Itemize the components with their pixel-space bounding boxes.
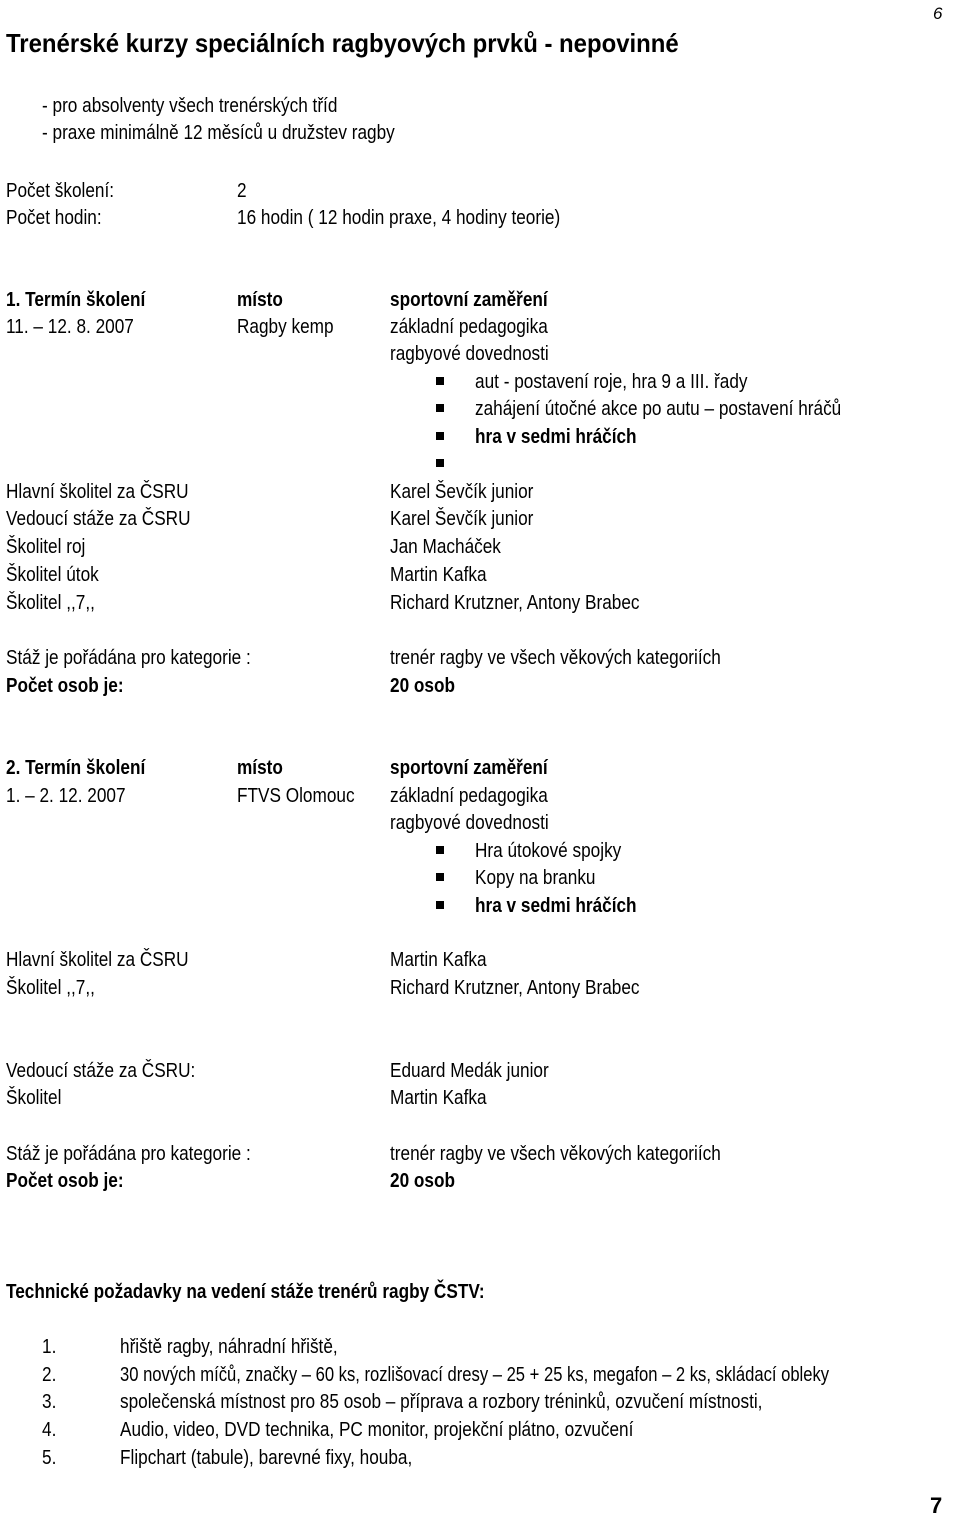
- staff-role: Školitel ,,7,,: [6, 592, 95, 614]
- persons-label: Počet osob je:: [6, 675, 124, 697]
- session1-bullet: zahájení útočné akce po autu – postavení hráčů: [475, 398, 842, 420]
- persons-value: 20 osob: [390, 675, 455, 697]
- page-title: Trenérské kurzy speciálních ragbyových prvků - nepovinné: [6, 28, 679, 58]
- technical-item-text: Audio, video, DVD technika, PC monitor, projekční plátno, ozvučení: [120, 1419, 634, 1441]
- session2-focus-2: ragbyové dovednosti: [390, 812, 549, 834]
- requirement-item: - praxe minimálně 12 měsíců u družstev ragby: [42, 122, 395, 144]
- staff-name: Karel Ševčík junior: [390, 508, 534, 530]
- session1-focus-header: sportovní zaměření: [390, 289, 548, 311]
- session1-bullet: aut - postavení roje, hra 9 a III. řady: [475, 371, 748, 393]
- session2-focus-header: sportovní zaměření: [390, 757, 548, 779]
- page-number-bottom: 7: [930, 1493, 943, 1518]
- session2-date: 1. – 2. 12. 2007: [6, 785, 126, 807]
- staff-name: Karel Ševčík junior: [390, 481, 534, 503]
- staff-role: Školitel roj: [6, 536, 86, 558]
- session2-term-header: 2. Termín školení: [6, 757, 146, 779]
- category-label: Stáž je pořádána pro kategorie :: [6, 1143, 251, 1165]
- staff-role: Vedoucí stáže za ČSRU: [6, 508, 191, 530]
- technical-item-number: 5.: [42, 1447, 57, 1469]
- staff-name: Martin Kafka: [390, 1087, 487, 1109]
- training-count-value: 2: [237, 180, 247, 202]
- square-bullet-icon: [436, 404, 444, 412]
- technical-item-number: 2.: [42, 1364, 57, 1386]
- session1-focus-2: ragbyové dovednosti: [390, 343, 549, 365]
- staff-role: Vedoucí stáže za ČSRU:: [6, 1060, 196, 1082]
- technical-heading: Technické požadavky na vedení stáže trenérů ragby ČSTV:: [6, 1281, 485, 1303]
- session1-date: 11. – 12. 8. 2007: [6, 316, 134, 338]
- training-count-label: Počet školení:: [6, 180, 115, 202]
- square-bullet-icon: [436, 846, 444, 854]
- square-bullet-icon: [436, 459, 444, 467]
- staff-role: Školitel útok: [6, 564, 99, 586]
- square-bullet-icon: [436, 873, 444, 881]
- technical-item-text: společenská místnost pro 85 osob – příprava a rozbory tréninků, ozvučení místnosti,: [120, 1391, 763, 1413]
- staff-role: Školitel ,,7,,: [6, 977, 95, 999]
- staff-name: Richard Krutzner, Antony Brabec: [390, 592, 640, 614]
- page-number-top: 6: [933, 4, 943, 23]
- category-label: Stáž je pořádána pro kategorie :: [6, 647, 251, 669]
- staff-role: Hlavní školitel za ČSRU: [6, 481, 189, 503]
- session1-bullet: hra v sedmi hráčích: [475, 426, 637, 448]
- technical-item-text: 30 nových míčů, značky – 60 ks, rozlišovací dresy – 25 + 25 ks, megafon – 2 ks, skládací obleky: [120, 1364, 830, 1386]
- hours-value: 16 hodin ( 12 hodin praxe, 4 hodiny teorie): [237, 207, 561, 229]
- session1-place: Ragby kemp: [237, 316, 334, 338]
- technical-item-number: 1.: [42, 1336, 57, 1358]
- square-bullet-icon: [436, 377, 444, 385]
- technical-item-text: Flipchart (tabule), barevné fixy, houba,: [120, 1447, 413, 1469]
- staff-name: Martin Kafka: [390, 949, 487, 971]
- technical-item-number: 3.: [42, 1391, 57, 1413]
- session2-bullet: Kopy na branku: [475, 867, 596, 889]
- requirement-item: - pro absolventy všech trenérských tříd: [42, 95, 338, 117]
- technical-item-text: hřiště ragby, náhradní hřiště,: [120, 1336, 338, 1358]
- square-bullet-icon: [436, 901, 444, 909]
- staff-name: Martin Kafka: [390, 564, 487, 586]
- staff-name: Eduard Medák junior: [390, 1060, 549, 1082]
- staff-role: Hlavní školitel za ČSRU: [6, 949, 189, 971]
- hours-label: Počet hodin:: [6, 207, 102, 229]
- session2-bullet: hra v sedmi hráčích: [475, 895, 637, 917]
- staff-name: Richard Krutzner, Antony Brabec: [390, 977, 640, 999]
- session1-focus-1: základní pedagogika: [390, 316, 548, 338]
- session2-place-header: místo: [237, 757, 283, 779]
- session2-place: FTVS Olomouc: [237, 785, 355, 807]
- session2-focus-1: základní pedagogika: [390, 785, 548, 807]
- persons-label: Počet osob je:: [6, 1170, 124, 1192]
- category-value: trenér ragby ve všech věkových kategoriích: [390, 647, 721, 669]
- persons-value: 20 osob: [390, 1170, 455, 1192]
- square-bullet-icon: [436, 432, 444, 440]
- category-value: trenér ragby ve všech věkových kategoriích: [390, 1143, 721, 1165]
- staff-name: Jan Macháček: [390, 536, 501, 558]
- session1-place-header: místo: [237, 289, 283, 311]
- technical-item-number: 4.: [42, 1419, 57, 1441]
- staff-role: Školitel: [6, 1087, 62, 1109]
- session2-bullet: Hra útokové spojky: [475, 840, 622, 862]
- session1-term-header: 1. Termín školení: [6, 289, 146, 311]
